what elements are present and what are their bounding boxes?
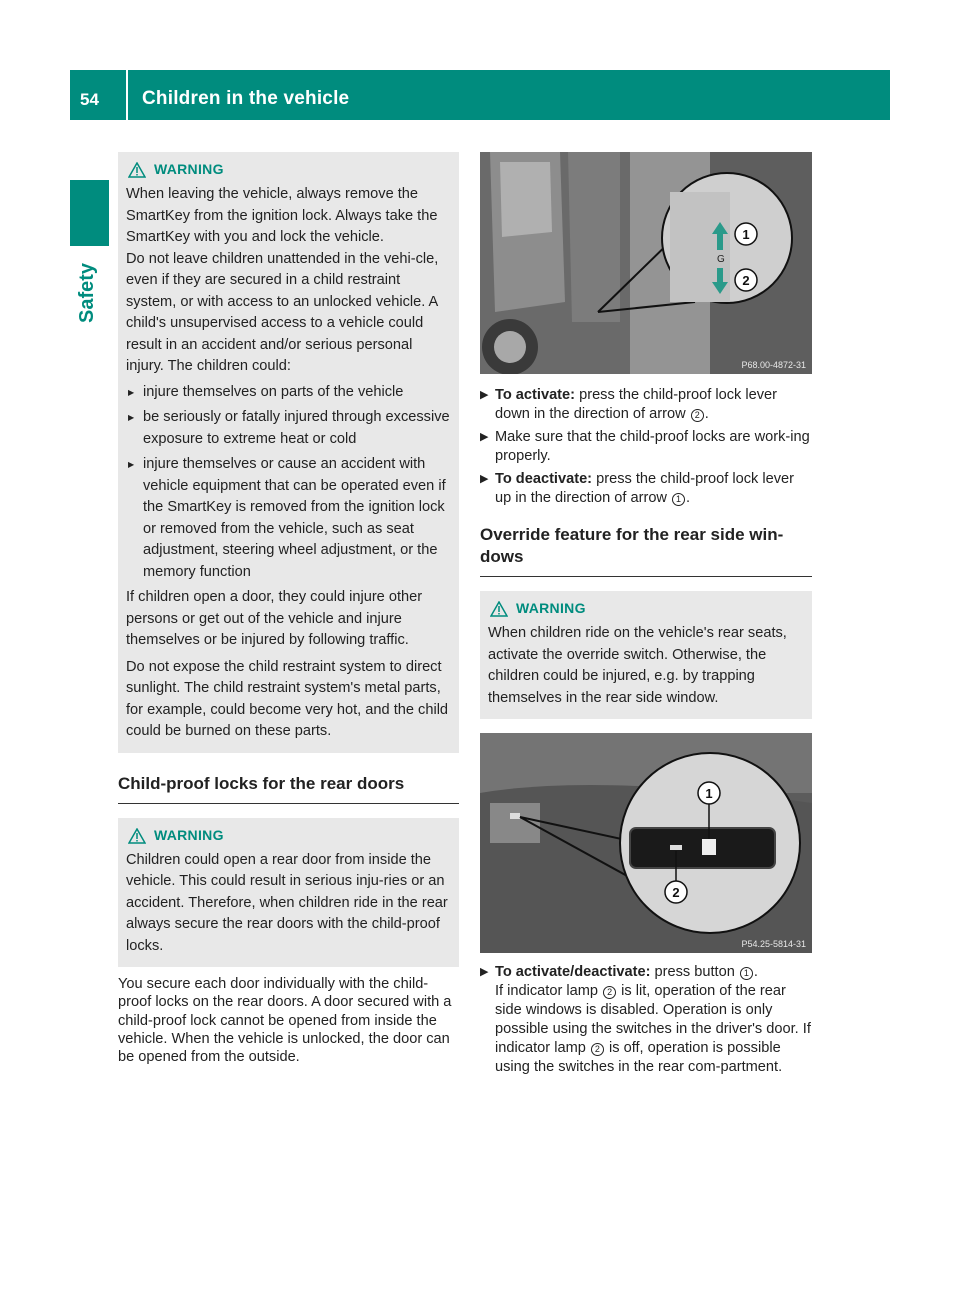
door-child-lock-image bbox=[480, 152, 812, 374]
warning-triangle-icon bbox=[128, 828, 146, 844]
bullet-item: ▶ injure themselves or cause an accident with vehicle equipment that can be operated even if the SmartKey is removed from the ignition lock or removed from the vehicle, such as seat adjustment, steering wheel adjustment, or the memory function bbox=[126, 454, 451, 583]
step-text: . bbox=[686, 490, 691, 506]
warning-paragraph: Do not leave children unattended in the vehi-cle, even if they are secured in a child restraint system, or with access to an unlocked vehicle. A child's unsupervised access to a vehicle could result in an accident and/or serious personal injury. The children could: bbox=[126, 250, 439, 374]
callout-ref: 2 bbox=[691, 409, 704, 422]
step-arrow-icon: ▶ bbox=[480, 473, 489, 485]
warning-paragraph: When leaving the vehicle, always remove the SmartKey from the ignition lock. Always take the SmartKey with you and lock the vehicle. bbox=[126, 186, 438, 245]
override-switch-image bbox=[480, 733, 812, 953]
warning-header bbox=[128, 160, 451, 180]
callout-ref: 1 bbox=[672, 493, 685, 506]
step-label: To deactivate: bbox=[495, 471, 593, 487]
right-column bbox=[480, 152, 812, 1081]
step-text: Make sure that the child-proof locks are work-ing properly. bbox=[495, 429, 810, 464]
step-text: press the child-proof lock lever up in the direction of arrow bbox=[495, 471, 795, 506]
image-code: P68.00-4872-31 bbox=[741, 360, 806, 370]
warning-box-children bbox=[118, 152, 459, 753]
instruction-step bbox=[480, 470, 812, 508]
body-paragraph: You secure each door individually with the child-proof locks on the rear doors. A door secured with a child-proof lock cannot be opened from inside the vehicle. When the vehicle is unlocked, the door can be opened from the outside. bbox=[118, 976, 452, 1066]
step-text: If indicator lamp bbox=[495, 983, 599, 999]
section-label: Safety bbox=[76, 262, 98, 323]
bullet-item: ▶ be seriously or fatally injured through excessive exposure to extreme heat or cold bbox=[126, 407, 451, 450]
warning-triangle-icon bbox=[490, 601, 508, 617]
instruction-step bbox=[480, 386, 812, 424]
callout-1: 1 bbox=[705, 786, 713, 801]
warning-header bbox=[128, 826, 451, 846]
step-text: . bbox=[753, 964, 758, 980]
callout-ref: 2 bbox=[591, 1043, 604, 1056]
bullet-item: ▶ injure themselves on parts of the vehicle bbox=[126, 382, 451, 404]
callout-1: 1 bbox=[742, 227, 750, 242]
instruction-steps-lock bbox=[480, 386, 812, 508]
step-label: To activate: bbox=[495, 387, 576, 403]
header-divider bbox=[126, 70, 128, 120]
warning-paragraph: When children ride on the vehicle's rear seats, activate the override switch. Otherwise, the children could be injured, e.g. by trapping themselves in the rear side window. bbox=[488, 625, 787, 706]
warning-box-override bbox=[480, 591, 812, 719]
warning-label: WARNING bbox=[516, 600, 586, 617]
step-text: . bbox=[704, 406, 709, 422]
callout-2: 2 bbox=[672, 885, 680, 900]
warning-label: WARNING bbox=[154, 826, 224, 843]
section-heading-child-proof-locks: Child-proof locks for the rear doors bbox=[118, 773, 459, 804]
instruction-step bbox=[480, 428, 812, 466]
warning-triangle-icon bbox=[128, 162, 146, 178]
warning-header bbox=[490, 599, 804, 619]
step-text: is lit, operation of the rear side windows is disabled. Operation is only possible using the switches in the driver's door. If indicator lamp bbox=[495, 983, 811, 1056]
step-arrow-icon: ▶ bbox=[480, 431, 489, 443]
warning-paragraph: Children could open a rear door from inside the vehicle. This could result in serious inju-ries or an accident. Therefore, when children ride in the rear always secure the rear doors with the child-proof locks. bbox=[126, 851, 448, 954]
warning-paragraph: Do not expose the child restraint system to direct sunlight. The child restraint system's metal parts, for example, could become very hot, and the child could be burned on these parts. bbox=[126, 658, 449, 739]
warning-paragraph: If children open a door, they could injure other persons or get out of the vehicle and injure themselves or be injured by following traffic. bbox=[126, 589, 423, 648]
step-text: press the child-proof lock lever down in the direction of arrow bbox=[495, 387, 778, 422]
instruction-steps-override bbox=[480, 963, 812, 1077]
callout-2: 2 bbox=[742, 273, 750, 288]
section-heading-override: Override feature for the rear side win-dows bbox=[480, 524, 812, 577]
step-arrow-icon: ▶ bbox=[480, 966, 489, 978]
svg-text:G: G bbox=[717, 254, 725, 265]
step-text: is off, operation is possible using the switches in the rear com-partment. bbox=[495, 1040, 783, 1075]
image-code: P54.25-5814-31 bbox=[741, 939, 806, 949]
callout-ref: 2 bbox=[603, 986, 616, 999]
instruction-step bbox=[480, 963, 812, 1077]
warning-bullet-list bbox=[126, 382, 451, 584]
step-text: press button bbox=[654, 964, 735, 980]
left-column bbox=[118, 152, 459, 1066]
page-title: Children in the vehicle bbox=[142, 88, 350, 109]
step-arrow-icon: ▶ bbox=[480, 389, 489, 401]
page-number: 54 bbox=[80, 90, 99, 109]
section-tab-marker bbox=[70, 180, 109, 246]
callout-ref: 1 bbox=[740, 967, 753, 980]
warning-box-rear-doors bbox=[118, 818, 459, 968]
step-label: To activate/deactivate: bbox=[495, 964, 651, 980]
warning-label: WARNING bbox=[154, 161, 224, 178]
